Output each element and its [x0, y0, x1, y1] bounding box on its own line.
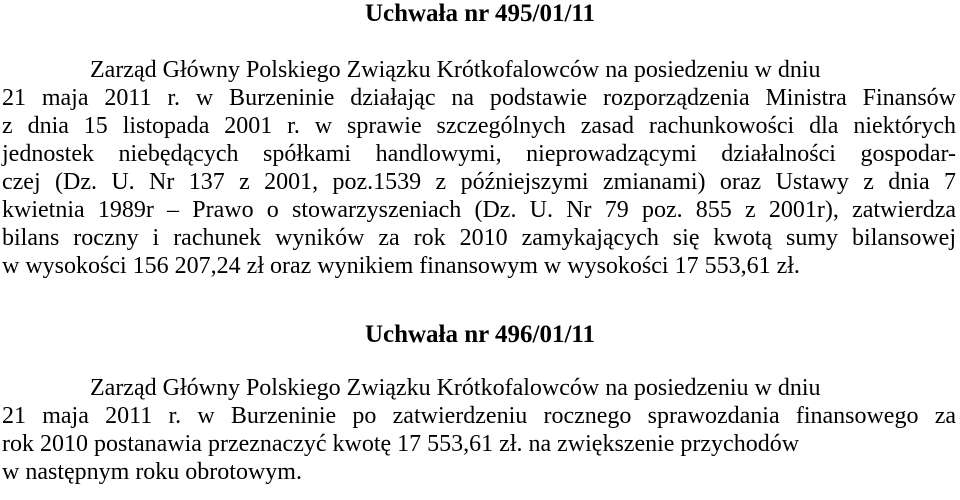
resolution-496-line-4: w następnym roku obrotowym. — [2, 459, 302, 485]
resolution-495-title: Uchwała nr 495/01/11 — [364, 0, 596, 27]
resolution-495-body — [2, 56, 956, 280]
resolution-495-line-6: kwietnia 1989r – Prawo o stowarzyszeniach (Dz. U. Nr 79 poz. 855 z 2001r), zatwierdza — [2, 197, 956, 223]
resolution-496-line-2: 21 maja 2011 r. w Burzeninie po zatwierdzeniu rocznego sprawozdania finansowego za — [2, 403, 956, 429]
resolution-495-line-4: jednostek niebędących spółkami handlowymi, nieprowadzącymi działalności gospodar- — [2, 141, 956, 167]
resolution-496-title: Uchwała nr 496/01/11 — [364, 321, 596, 348]
resolution-495-line-1: Zarząd Główny Polskiego Związku Krótkofalowców na posiedzeniu w dniu — [90, 57, 821, 83]
resolution-495-line-5: czej (Dz. U. Nr 137 z 2001, poz.1539 z późniejszymi zmianami) oraz Ustawy z dnia 7 — [2, 169, 956, 195]
resolution-496-line-3: rok 2010 postanawia przeznaczyć kwotę 17 553,61 zł. na zwiększenie przychodów — [2, 431, 800, 457]
resolution-496-line-1: Zarząd Główny Polskiego Związku Krótkofalowców na posiedzeniu w dniu — [90, 375, 821, 401]
resolution-495-line-8: w wysokości 156 207,24 zł oraz wynikiem finansowym w wysokości 17 553,61 zł. — [2, 253, 800, 279]
resolution-495-line-7: bilans roczny i rachunek wyników za rok 2010 zamykających się kwotą sumy bilansowej — [2, 225, 956, 251]
resolution-495-line-2: 21 maja 2011 r. w Burzeninie działając na podstawie rozporządzenia Ministra Finansów — [2, 85, 956, 111]
resolution-495-line-3: z dnia 15 listopada 2001 r. w sprawie szczególnych zasad rachunkowości dla niektórych — [2, 113, 956, 139]
resolution-496-body — [2, 374, 956, 486]
